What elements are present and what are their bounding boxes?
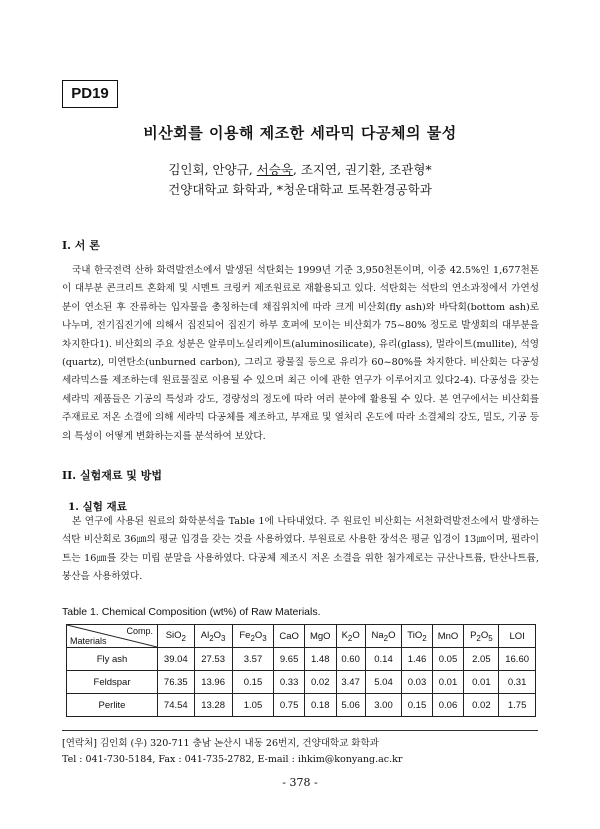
affiliation: 건양대학교 화학과, *청운대학교 토목환경공학과 bbox=[168, 182, 432, 197]
author-list bbox=[0, 160, 600, 178]
subsection-heading-materials: 1. 실험 재료 bbox=[68, 501, 127, 513]
table-cell: 0.33 bbox=[274, 671, 304, 694]
column-header: $Al_2O_3$ bbox=[194, 625, 232, 648]
table-cell: 0.75 bbox=[274, 694, 304, 717]
intro-paragraph: 국내 한국전력 산하 화력발전소에서 발생된 석탄회는 1999년 기준 3,950천톤이며, 이중 42.5%인 1,677천톤이 대부분 콘크리트 혼화제 및 시멘트 크링커 제조원료로 재활용되고 있다. 석탄회는 석탄의 연소과정에서 가연성분이 연소된 후 잔류하는 입자물을 총칭하는데 채집위치에 따라 크게 비산회(fly ash)와 바닥회(bottom ash)로 나누며, 전기집진기에 의해서 집진되어 집진기 하부 호퍼에 모이는 비산회가 75~80% 정도로 발생회의 대부분을 차지한다1). 비산회의 주요 성분은 알루미노실리케이트(aluminosilicate), 유리(glass), 멀라이트(mullite), 석영(quartz), 미연탄소(unburned carbon), 그리고 광물질 등으로 유리가 60~80%를 차지한다. 비산회는 다공성 세라믹스를 제조하는데 원료물질로 이용될 수 있으며 최근 이에 관한 연구가 이루어지고 있다2-4). 다공성을 갖는 세라믹 제품들은 기공의 특성과 강도, 경량성의 정도에 따라 여러 분야에 활용될 수 있다. 본 연구에서는 비산회를 주재료로 저온 소결에 의해 세라믹 다공체를 제조하고, 부재료 및 열처리 온도에 따라 소결체의 강도, 밀도, 기공 등의 특성이 어떻게 변화하는지를 분석하여 보았다. bbox=[62, 265, 539, 442]
table-cell: 2.05 bbox=[464, 648, 499, 671]
column-header: $K_2O$ bbox=[336, 625, 365, 648]
column-header: $Na_2O$ bbox=[365, 625, 402, 648]
table-cell: 74.54 bbox=[158, 694, 195, 717]
table-cell: 0.14 bbox=[365, 648, 402, 671]
table-cell: 9.65 bbox=[274, 648, 304, 671]
table-cell: 3.57 bbox=[232, 648, 274, 671]
table-cell: 0.15 bbox=[402, 694, 432, 717]
corner-materials-label: Materials bbox=[70, 636, 107, 646]
table-cell: 3.00 bbox=[365, 694, 402, 717]
authors-before: 김인회, 안양규, bbox=[168, 162, 257, 177]
table-cell: 0.03 bbox=[402, 671, 432, 694]
table-cell: 0.01 bbox=[432, 671, 464, 694]
materials-paragraph: 본 연구에 사용된 원료의 화학분석을 Table 1에 나타내었다. 주 원료인 비산회는 서천화력발전소에서 발생하는 석탄 비산회로 36㎛의 평균 입경을 갖는 것을 사용하였다. 부원료로 사용한 장석은 평균 입경이 13㎛이며, 펄라이트는 16㎛를 갖는 미립 분말을 사용하였다. 다공체 제조시 저온 소결을 위한 첨가제로는 규산나트륨, 탄산나트륨, 붕산을 사용하였다. bbox=[62, 516, 539, 583]
table-cell: 39.04 bbox=[158, 648, 195, 671]
table-cell: 0.31 bbox=[499, 671, 536, 694]
table-cell: 1.46 bbox=[402, 648, 432, 671]
table-row bbox=[67, 648, 536, 671]
row-label: Feldspar bbox=[67, 671, 158, 694]
table-header-row bbox=[67, 625, 536, 648]
table-cell: 0.06 bbox=[432, 694, 464, 717]
contact-line-2: Tel : 041-730-5184, Fax : 041-735-2782, E-mail : ihkim@konyang.ac.kr bbox=[62, 754, 403, 765]
table-cell: 5.06 bbox=[336, 694, 365, 717]
section-heading-methods: II. 실험재료 및 방법 bbox=[62, 469, 162, 482]
abstract-tag: PD19 bbox=[62, 80, 118, 108]
composition-table bbox=[66, 624, 536, 717]
table-cell: 1.48 bbox=[304, 648, 336, 671]
table-cell: 1.75 bbox=[499, 694, 536, 717]
table-cell: 3.47 bbox=[336, 671, 365, 694]
table-cell: 13.28 bbox=[194, 694, 232, 717]
table-cell: 16.60 bbox=[499, 648, 536, 671]
corner-comp-label: Comp. bbox=[126, 626, 153, 636]
column-header: $P_2O_5$ bbox=[464, 625, 499, 648]
table-cell: 13.96 bbox=[194, 671, 232, 694]
table-cell: 0.18 bbox=[304, 694, 336, 717]
table-cell: 76.35 bbox=[158, 671, 195, 694]
section-heading-intro: I. 서 론 bbox=[62, 239, 100, 252]
table-cell: 5.04 bbox=[365, 671, 402, 694]
table-corner-cell bbox=[67, 625, 158, 648]
row-label: Perlite bbox=[67, 694, 158, 717]
column-header: MnO bbox=[432, 625, 464, 648]
column-header: TiO$_2$ bbox=[402, 625, 432, 648]
paper-title: 비산회를 이용해 제조한 세라믹 다공체의 물성 bbox=[143, 124, 457, 142]
table-cell: 0.05 bbox=[432, 648, 464, 671]
column-header: MgO bbox=[304, 625, 336, 648]
table-row bbox=[67, 694, 536, 717]
table-cell: 0.60 bbox=[336, 648, 365, 671]
table-row bbox=[67, 671, 536, 694]
authors-after: , 조지연, 권기환, 조관형* bbox=[292, 162, 432, 177]
contact-line-1: [연락처] 김인회 (우) 320-711 충남 논산시 내동 26번지, 건양대학교 화학과 bbox=[62, 738, 379, 749]
table-cell: 27.53 bbox=[194, 648, 232, 671]
table-cell: 0.02 bbox=[464, 694, 499, 717]
page-number: - 378 - bbox=[282, 776, 318, 789]
column-header: $Fe_2O_3$ bbox=[232, 625, 274, 648]
column-header: LOI bbox=[499, 625, 536, 648]
table-cell: 0.02 bbox=[304, 671, 336, 694]
table-cell: 0.01 bbox=[464, 671, 499, 694]
row-label: Fly ash bbox=[67, 648, 158, 671]
column-header: CaO bbox=[274, 625, 304, 648]
column-header: SiO$_2$ bbox=[158, 625, 195, 648]
presenting-author: 서승욱 bbox=[256, 162, 293, 177]
table-cell: 0.15 bbox=[232, 671, 274, 694]
footer-divider bbox=[62, 730, 538, 731]
table-cell: 1.05 bbox=[232, 694, 274, 717]
table-caption: Table 1. Chemical Composition (wt%) of Raw Materials. bbox=[62, 606, 321, 618]
